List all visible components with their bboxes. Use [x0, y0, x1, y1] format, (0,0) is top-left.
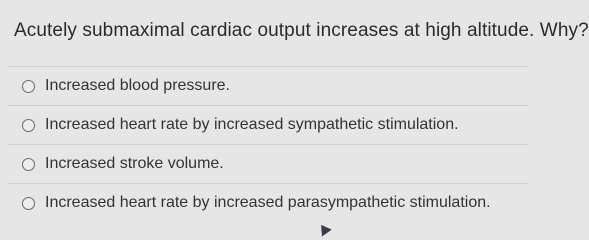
- radio-unselected-icon[interactable]: [22, 119, 35, 132]
- answer-option-label: Increased blood pressure.: [45, 77, 230, 94]
- answer-option-2[interactable]: [0, 106, 529, 144]
- mouse-pointer-icon: [316, 221, 332, 236]
- answer-options: [0, 66, 529, 222]
- radio-unselected-icon[interactable]: [22, 197, 35, 210]
- answer-option-label: Increased heart rate by increased parasympathetic stimulation.: [45, 194, 491, 211]
- radio-unselected-icon[interactable]: [22, 158, 35, 171]
- answer-option-1[interactable]: [0, 67, 529, 105]
- question-text: Acutely submaximal cardiac output increases at high altitude. Why?: [14, 20, 589, 41]
- answer-option-label: Increased heart rate by increased sympathetic stimulation.: [45, 116, 459, 133]
- answer-option-label: Increased stroke volume.: [45, 155, 224, 172]
- radio-unselected-icon[interactable]: [22, 80, 35, 93]
- answer-option-4[interactable]: [0, 184, 529, 222]
- answer-option-3[interactable]: [0, 145, 529, 183]
